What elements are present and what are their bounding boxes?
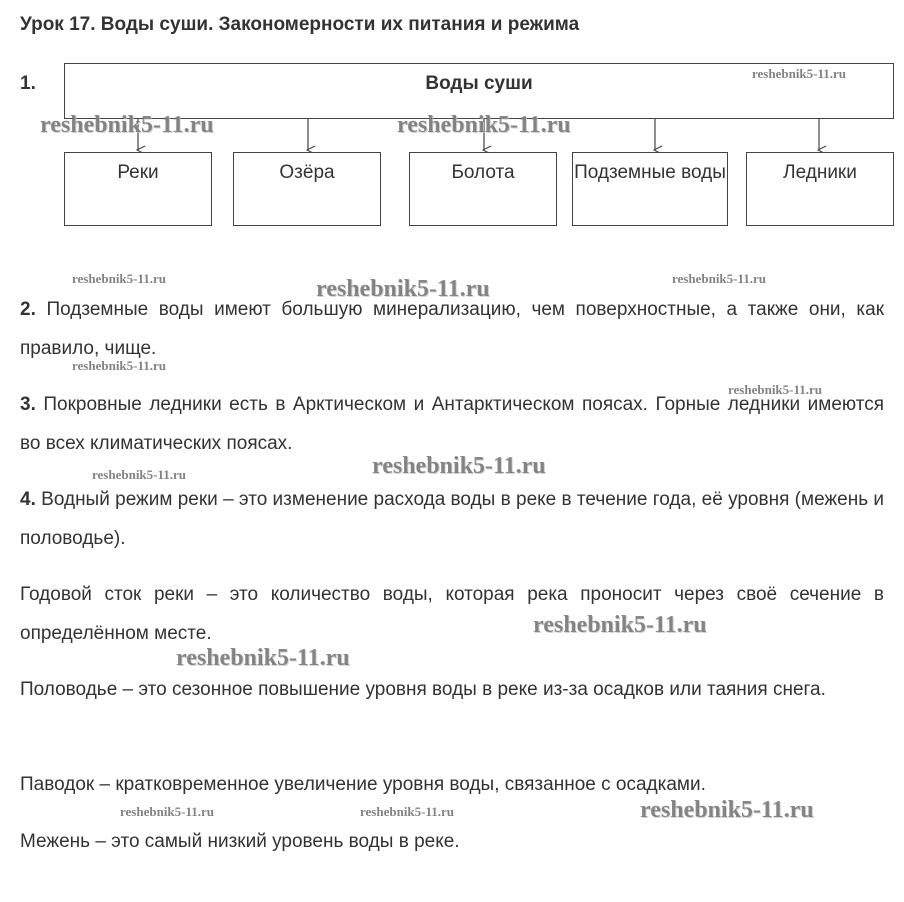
watermark: reshebnik5-11.ru [316, 276, 490, 302]
waters-diagram [0, 0, 904, 260]
watermark: reshebnik5-11.ru [40, 112, 214, 138]
diagram-box-swamps: Болота [409, 152, 557, 226]
answer-3 [20, 385, 884, 463]
watermark: reshebnik5-11.ru [72, 271, 167, 286]
watermark: reshebnik5-11.ru [360, 804, 455, 819]
diagram-box-glaciers: Ледники [746, 152, 894, 226]
watermark: reshebnik5-11.ru [372, 453, 546, 479]
watermark: reshebnik5-11.ru [728, 382, 823, 397]
definition-flood [20, 670, 884, 709]
diagram-box-groundwater: Подземные воды [572, 152, 728, 226]
answer-2-number: 2. [20, 299, 36, 320]
definition-low-water [20, 822, 884, 861]
definition-freshet [20, 765, 884, 804]
answer-4-number: 4. [20, 489, 36, 510]
answer-3-number: 3. [20, 394, 36, 415]
watermark: reshebnik5-11.ru [72, 358, 167, 373]
watermark: reshebnik5-11.ru [92, 467, 187, 482]
diagram-box-lakes: Озёра [233, 152, 381, 226]
watermark: reshebnik5-11.ru [640, 797, 814, 823]
answer-4 [20, 480, 884, 558]
task-1-number: 1. [20, 73, 36, 94]
diagram-box-rivers: Реки [64, 152, 212, 226]
watermark: reshebnik5-11.ru [397, 112, 571, 138]
watermark: reshebnik5-11.ru [120, 804, 215, 819]
watermark: reshebnik5-11.ru [752, 66, 847, 81]
answer-4-text: Водный режим реки – это изменение расхода воды в реке в течение года, её уровня (межень и половодье). [20, 489, 884, 549]
answer-3-text: Покровные ледники есть в Арктическом и Антарктическом поясах. Горные ледники имеются во всех климатических поясах. [20, 394, 885, 454]
definition-annual-runoff-text: Годовой сток реки – это количество воды, которая река проносит через своё сечение в определённом месте. [20, 584, 884, 644]
definition-freshet-text: Паводок – кратковременное увеличение уровня воды, связанное с осадками. [20, 774, 706, 795]
definition-flood-text: Половодье – это сезонное повышение уровня воды в реке из-за осадков или таяния снега. [20, 679, 826, 700]
answer-2 [20, 290, 884, 368]
diagram-root-box: Воды суши [64, 63, 894, 119]
definition-low-water-text: Межень – это самый низкий уровень воды в реке. [20, 831, 460, 852]
watermark: reshebnik5-11.ru [533, 612, 707, 638]
page-title: Урок 17. Воды суши. Закономерности их питания и режима [20, 14, 580, 35]
watermark: reshebnik5-11.ru [176, 645, 350, 671]
definition-annual-runoff [20, 575, 884, 653]
answer-2-text: Подземные воды имеют большую минерализацию, чем поверхностные, а также они, как правило, чище. [20, 299, 885, 359]
watermark: reshebnik5-11.ru [672, 271, 767, 286]
